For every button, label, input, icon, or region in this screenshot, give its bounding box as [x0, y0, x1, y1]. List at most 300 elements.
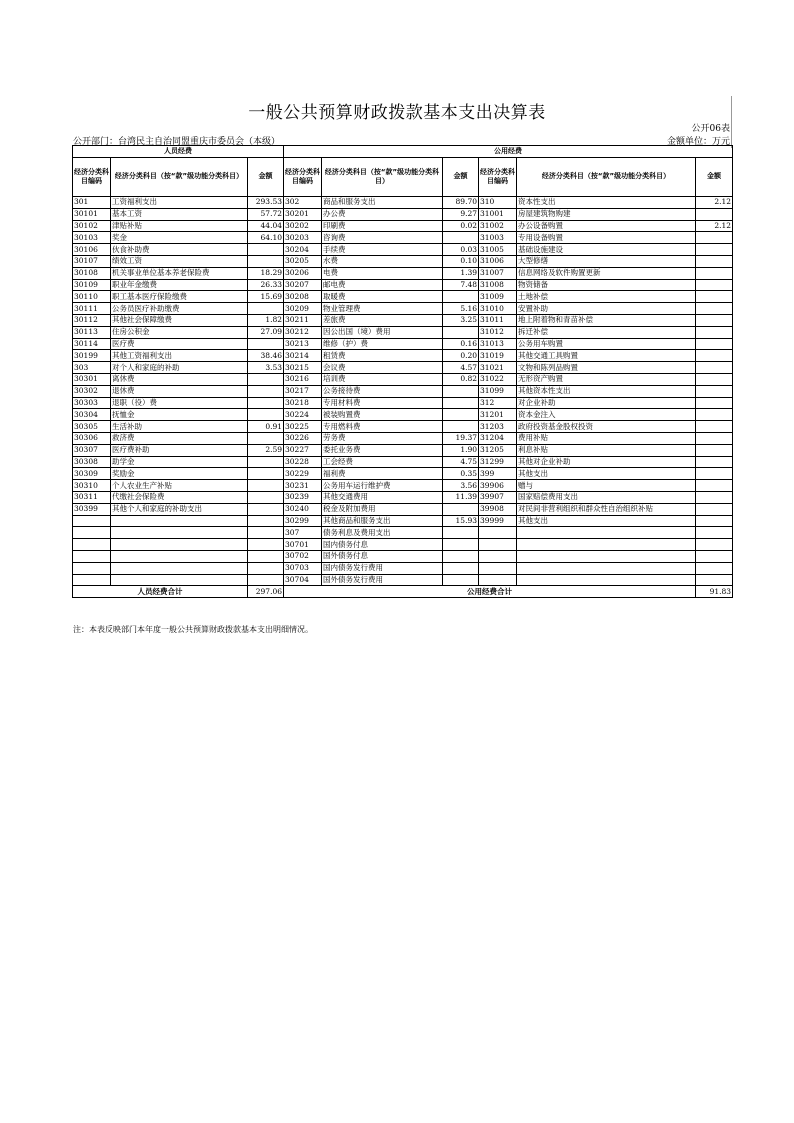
amount-cell: 15.69: [248, 291, 284, 303]
code-cell: 30307: [73, 444, 111, 456]
code-cell: 30305: [73, 421, 111, 433]
name-cell: 房屋建筑物购建: [517, 208, 696, 220]
amount-cell: 0.16: [443, 338, 479, 350]
name-cell: 被装购置费: [322, 409, 443, 421]
amount-cell: [248, 562, 284, 574]
amount-cell: [696, 232, 733, 244]
header-code: 经济分类科目编码: [479, 158, 517, 197]
code-cell: 30229: [284, 468, 322, 480]
name-cell: 住房公积金: [111, 326, 248, 338]
amount-cell: [696, 480, 733, 492]
name-cell: 债务利息及费用支出: [322, 527, 443, 539]
code-cell: 39907: [479, 491, 517, 503]
name-cell: 工会经费: [322, 456, 443, 468]
table-row: [73, 291, 733, 303]
table-row: [73, 255, 733, 267]
department-label: 公开部门：台湾民主自治同盟重庆市委员会（本级）: [73, 137, 281, 147]
amount-cell: [248, 503, 284, 515]
amount-cell: 38.46: [248, 350, 284, 362]
name-cell: 公务接待费: [322, 385, 443, 397]
amount-cell: [443, 503, 479, 515]
amount-cell: [443, 562, 479, 574]
amount-cell: [696, 527, 733, 539]
amount-cell: 26.33: [248, 279, 284, 291]
table-row: [73, 303, 733, 315]
name-cell: 专用设备购置: [517, 232, 696, 244]
amount-cell: [248, 539, 284, 551]
totals-row: [73, 586, 733, 598]
name-cell: 信息网络及软件购置更新: [517, 267, 696, 279]
name-cell: 差旅费: [322, 314, 443, 326]
name-cell: 绩效工资: [111, 255, 248, 267]
amount-cell: 2.59: [248, 444, 284, 456]
table-row: [73, 550, 733, 562]
code-cell: 30226: [284, 432, 322, 444]
name-cell: 赠与: [517, 480, 696, 492]
amount-cell: [696, 362, 733, 374]
page-title: 一般公共预算财政拨款基本支出决算表: [248, 103, 546, 123]
code-cell: 31006: [479, 255, 517, 267]
amount-cell: 3.25: [443, 314, 479, 326]
code-cell: [73, 527, 111, 539]
amount-cell: [248, 303, 284, 315]
table-row: [73, 539, 733, 551]
name-cell: 办公设备购置: [517, 220, 696, 232]
section-public: 公用经费: [284, 146, 733, 158]
code-cell: 30199: [73, 350, 111, 362]
name-cell: [111, 562, 248, 574]
code-cell: 30207: [284, 279, 322, 291]
amount-cell: [696, 421, 733, 433]
header-name: 经济分类科目（按“款”级功能分类科目）: [322, 158, 443, 197]
header-name: 经济分类科目（按“款”级功能分类科目）: [517, 158, 696, 197]
amount-cell: 1.82: [248, 314, 284, 326]
amount-cell: [248, 574, 284, 586]
table-row: [73, 385, 733, 397]
name-cell: [111, 550, 248, 562]
name-cell: 物资储备: [517, 279, 696, 291]
code-cell: 30702: [284, 550, 322, 562]
amount-cell: [443, 397, 479, 409]
amount-cell: [248, 491, 284, 503]
name-cell: 电费: [322, 267, 443, 279]
code-cell: [479, 550, 517, 562]
amount-cell: [443, 385, 479, 397]
header-name: 经济分类科目（按“款”级功能分类科目）: [111, 158, 248, 197]
amount-cell: [248, 550, 284, 562]
header-amount: 金额: [248, 158, 284, 197]
name-cell: 对企业补助: [517, 397, 696, 409]
name-cell: 国家赔偿费用支出: [517, 491, 696, 503]
name-cell: 国外债务付息: [322, 550, 443, 562]
amount-cell: 1.39: [443, 267, 479, 279]
name-cell: 资本性支出: [517, 197, 696, 209]
name-cell: 机关事业单位基本养老保险费: [111, 267, 248, 279]
header-code: 经济分类科目编码: [73, 158, 111, 197]
header-code: 经济分类科目编码: [284, 158, 322, 197]
code-cell: 30101: [73, 208, 111, 220]
table-row: [73, 232, 733, 244]
name-cell: [517, 550, 696, 562]
amount-cell: [248, 527, 284, 539]
amount-cell: [696, 539, 733, 551]
amount-cell: [248, 338, 284, 350]
code-cell: 30201: [284, 208, 322, 220]
amount-cell: [696, 350, 733, 362]
name-cell: [517, 539, 696, 551]
amount-cell: [696, 267, 733, 279]
name-cell: [111, 574, 248, 586]
amount-cell: [696, 291, 733, 303]
amount-cell: [696, 314, 733, 326]
table-row: [73, 244, 733, 256]
name-cell: [517, 574, 696, 586]
code-cell: 31005: [479, 244, 517, 256]
name-cell: 其他支出: [517, 515, 696, 527]
amount-cell: [248, 397, 284, 409]
code-cell: 31001: [479, 208, 517, 220]
name-cell: 对民间非营利组织和群众性自治组织补贴: [517, 503, 696, 515]
code-cell: 30106: [73, 244, 111, 256]
name-cell: 抚恤金: [111, 409, 248, 421]
amount-cell: 19.37: [443, 432, 479, 444]
name-cell: 助学金: [111, 456, 248, 468]
name-cell: 福利费: [322, 468, 443, 480]
name-cell: 其他交通费用: [322, 491, 443, 503]
amount-cell: [248, 456, 284, 468]
code-cell: 303: [73, 362, 111, 374]
name-cell: 会议费: [322, 362, 443, 374]
code-cell: 31299: [479, 456, 517, 468]
amount-cell: 2.12: [696, 220, 733, 232]
amount-cell: [248, 409, 284, 421]
name-cell: 职工基本医疗保险缴费: [111, 291, 248, 303]
amount-cell: [696, 244, 733, 256]
code-cell: 30399: [73, 503, 111, 515]
name-cell: [517, 562, 696, 574]
name-cell: 离休费: [111, 373, 248, 385]
code-cell: [73, 515, 111, 527]
code-cell: 30102: [73, 220, 111, 232]
code-cell: 30306: [73, 432, 111, 444]
code-cell: 30112: [73, 314, 111, 326]
code-cell: 30211: [284, 314, 322, 326]
name-cell: [111, 515, 248, 527]
amount-cell: [443, 409, 479, 421]
code-cell: 30310: [73, 480, 111, 492]
form-number: 公开06表: [691, 124, 730, 134]
amount-cell: [696, 515, 733, 527]
name-cell: 奖励金: [111, 468, 248, 480]
amount-cell: [248, 373, 284, 385]
code-cell: 31011: [479, 314, 517, 326]
name-cell: [111, 527, 248, 539]
name-cell: 水费: [322, 255, 443, 267]
name-cell: 代缴社会保险费: [111, 491, 248, 503]
code-cell: 30299: [284, 515, 322, 527]
amount-cell: 15.93: [443, 515, 479, 527]
code-cell: 30302: [73, 385, 111, 397]
name-cell: 政府投资基金股权投资: [517, 421, 696, 433]
amount-cell: 18.29: [248, 267, 284, 279]
code-cell: 30231: [284, 480, 322, 492]
name-cell: 公务用车购置: [517, 338, 696, 350]
table-row: [73, 397, 733, 409]
name-cell: 劳务费: [322, 432, 443, 444]
amount-cell: 293.53: [248, 197, 284, 209]
amount-cell: [248, 244, 284, 256]
name-cell: 手续费: [322, 244, 443, 256]
amount-cell: 7.48: [443, 279, 479, 291]
amount-cell: 0.10: [443, 255, 479, 267]
public-total-label: 公用经费合计: [284, 586, 696, 598]
footnote: 注：本表反映部门本年度一般公共预算财政拨款基本支出明细情况。: [73, 625, 313, 634]
amount-cell: [248, 432, 284, 444]
code-cell: 31009: [479, 291, 517, 303]
name-cell: 土地补偿: [517, 291, 696, 303]
name-cell: 其他资本性支出: [517, 385, 696, 397]
code-cell: 31205: [479, 444, 517, 456]
amount-cell: [696, 562, 733, 574]
name-cell: [111, 539, 248, 551]
code-cell: 30225: [284, 421, 322, 433]
name-cell: 国外债务发行费用: [322, 574, 443, 586]
table-row: [73, 456, 733, 468]
code-cell: [73, 574, 111, 586]
amount-cell: [443, 550, 479, 562]
amount-cell: [696, 255, 733, 267]
name-cell: 专用燃料费: [322, 421, 443, 433]
section-personnel: 人员经费: [73, 146, 284, 158]
name-cell: 个人农业生产补贴: [111, 480, 248, 492]
code-cell: 30108: [73, 267, 111, 279]
code-cell: 31010: [479, 303, 517, 315]
amount-cell: 3.53: [248, 362, 284, 374]
name-cell: 其他支出: [517, 468, 696, 480]
name-cell: 无形资产购置: [517, 373, 696, 385]
name-cell: 资本金注入: [517, 409, 696, 421]
amount-cell: 1.90: [443, 444, 479, 456]
name-cell: 国内债务发行费用: [322, 562, 443, 574]
table-row: [73, 197, 733, 209]
name-cell: 培训费: [322, 373, 443, 385]
name-cell: 其他交通工具购置: [517, 350, 696, 362]
amount-cell: [696, 444, 733, 456]
code-cell: 39906: [479, 480, 517, 492]
amount-cell: [696, 491, 733, 503]
code-cell: 30212: [284, 326, 322, 338]
name-cell: 公务用车运行维护费: [322, 480, 443, 492]
name-cell: 伙食补助费: [111, 244, 248, 256]
code-cell: 30701: [284, 539, 322, 551]
amount-cell: [443, 539, 479, 551]
code-cell: [479, 527, 517, 539]
code-cell: 31007: [479, 267, 517, 279]
amount-cell: [696, 456, 733, 468]
amount-cell: 57.72: [248, 208, 284, 220]
name-cell: 咨询费: [322, 232, 443, 244]
code-cell: 30110: [73, 291, 111, 303]
table-row: [73, 279, 733, 291]
amount-cell: 5.16: [443, 303, 479, 315]
code-cell: 30239: [284, 491, 322, 503]
code-cell: 30208: [284, 291, 322, 303]
code-cell: 310: [479, 197, 517, 209]
name-cell: 其他工资福利支出: [111, 350, 248, 362]
table-row: [73, 444, 733, 456]
code-cell: [479, 562, 517, 574]
amount-unit: 金额单位：万元: [666, 137, 730, 147]
name-cell: 邮电费: [322, 279, 443, 291]
table-row: [73, 314, 733, 326]
name-cell: [517, 527, 696, 539]
code-cell: 30215: [284, 362, 322, 374]
code-cell: 31019: [479, 350, 517, 362]
code-cell: 30304: [73, 409, 111, 421]
code-cell: [479, 539, 517, 551]
name-cell: 拆迁补偿: [517, 326, 696, 338]
name-cell: 地上附着物和青苗补偿: [517, 314, 696, 326]
table-row: [73, 373, 733, 385]
name-cell: 商品和服务支出: [322, 197, 443, 209]
code-cell: 30202: [284, 220, 322, 232]
name-cell: 职业年金缴费: [111, 279, 248, 291]
amount-cell: [443, 421, 479, 433]
name-cell: 医疗费补助: [111, 444, 248, 456]
code-cell: 31201: [479, 409, 517, 421]
header-amount: 金额: [696, 158, 733, 197]
amount-cell: 0.82: [443, 373, 479, 385]
name-cell: 其他商品和服务支出: [322, 515, 443, 527]
personnel-total-label: 人员经费合计: [73, 586, 248, 598]
code-cell: [479, 574, 517, 586]
table-row: [73, 326, 733, 338]
name-cell: 维修（护）费: [322, 338, 443, 350]
amount-cell: [696, 409, 733, 421]
amount-cell: [696, 303, 733, 315]
code-cell: 31002: [479, 220, 517, 232]
amount-cell: [696, 468, 733, 480]
personnel-total-amount: 297.06: [248, 586, 284, 598]
table-row: [73, 421, 733, 433]
table-row: [73, 515, 733, 527]
code-cell: 30301: [73, 373, 111, 385]
name-cell: 费用补贴: [517, 432, 696, 444]
code-cell: 30214: [284, 350, 322, 362]
name-cell: 对个人和家庭的补助: [111, 362, 248, 374]
table-row: [73, 409, 733, 421]
code-cell: 31003: [479, 232, 517, 244]
code-cell: 30205: [284, 255, 322, 267]
amount-cell: [696, 574, 733, 586]
code-cell: [73, 539, 111, 551]
amount-cell: 64.10: [248, 232, 284, 244]
amount-cell: [248, 515, 284, 527]
table-row: [73, 208, 733, 220]
code-cell: 30209: [284, 303, 322, 315]
name-cell: 其他对企业补助: [517, 456, 696, 468]
code-cell: 312: [479, 397, 517, 409]
table-row: [73, 503, 733, 515]
code-cell: 30227: [284, 444, 322, 456]
name-cell: 其他社会保障缴费: [111, 314, 248, 326]
code-cell: 30703: [284, 562, 322, 574]
table-row: [73, 527, 733, 539]
amount-cell: 11.39: [443, 491, 479, 503]
name-cell: 其他个人和家庭的补助支出: [111, 503, 248, 515]
name-cell: 文物和陈列品购置: [517, 362, 696, 374]
amount-cell: 9.27: [443, 208, 479, 220]
code-cell: 30217: [284, 385, 322, 397]
name-cell: 安置补助: [517, 303, 696, 315]
code-cell: 30113: [73, 326, 111, 338]
code-cell: 30704: [284, 574, 322, 586]
amount-cell: [248, 468, 284, 480]
code-cell: 30103: [73, 232, 111, 244]
name-cell: 委托业务费: [322, 444, 443, 456]
table-row: [73, 362, 733, 374]
name-cell: 因公出国（境）费用: [322, 326, 443, 338]
code-cell: 30206: [284, 267, 322, 279]
amount-cell: [248, 255, 284, 267]
code-cell: 30218: [284, 397, 322, 409]
amount-cell: [696, 503, 733, 515]
code-cell: 30216: [284, 373, 322, 385]
amount-cell: 89.70: [443, 197, 479, 209]
code-cell: 31022: [479, 373, 517, 385]
name-cell: 基础设施建设: [517, 244, 696, 256]
amount-cell: 2.12: [696, 197, 733, 209]
code-cell: 30309: [73, 468, 111, 480]
code-cell: 31099: [479, 385, 517, 397]
amount-cell: [248, 480, 284, 492]
amount-cell: 4.75: [443, 456, 479, 468]
amount-cell: [443, 527, 479, 539]
name-cell: 退休费: [111, 385, 248, 397]
code-cell: 399: [479, 468, 517, 480]
amount-cell: [696, 279, 733, 291]
name-cell: 津贴补贴: [111, 220, 248, 232]
table-row: [73, 350, 733, 362]
name-cell: 奖金: [111, 232, 248, 244]
table-body: [73, 197, 733, 586]
amount-cell: 0.91: [248, 421, 284, 433]
name-cell: 生活补助: [111, 421, 248, 433]
code-cell: 30311: [73, 491, 111, 503]
code-cell: 31013: [479, 338, 517, 350]
header-amount: 金额: [443, 158, 479, 197]
name-cell: 医疗费: [111, 338, 248, 350]
name-cell: 印刷费: [322, 220, 443, 232]
table-row: [73, 468, 733, 480]
code-cell: 302: [284, 197, 322, 209]
amount-cell: [696, 208, 733, 220]
code-cell: 30111: [73, 303, 111, 315]
name-cell: 专用材料费: [322, 397, 443, 409]
amount-cell: [696, 432, 733, 444]
name-cell: 救济费: [111, 432, 248, 444]
amount-cell: [696, 338, 733, 350]
name-cell: 取暖费: [322, 291, 443, 303]
amount-cell: 0.02: [443, 220, 479, 232]
name-cell: 租赁费: [322, 350, 443, 362]
code-cell: 30213: [284, 338, 322, 350]
code-cell: 30109: [73, 279, 111, 291]
code-cell: 301: [73, 197, 111, 209]
code-cell: 30107: [73, 255, 111, 267]
name-cell: 办公费: [322, 208, 443, 220]
code-cell: 30228: [284, 456, 322, 468]
